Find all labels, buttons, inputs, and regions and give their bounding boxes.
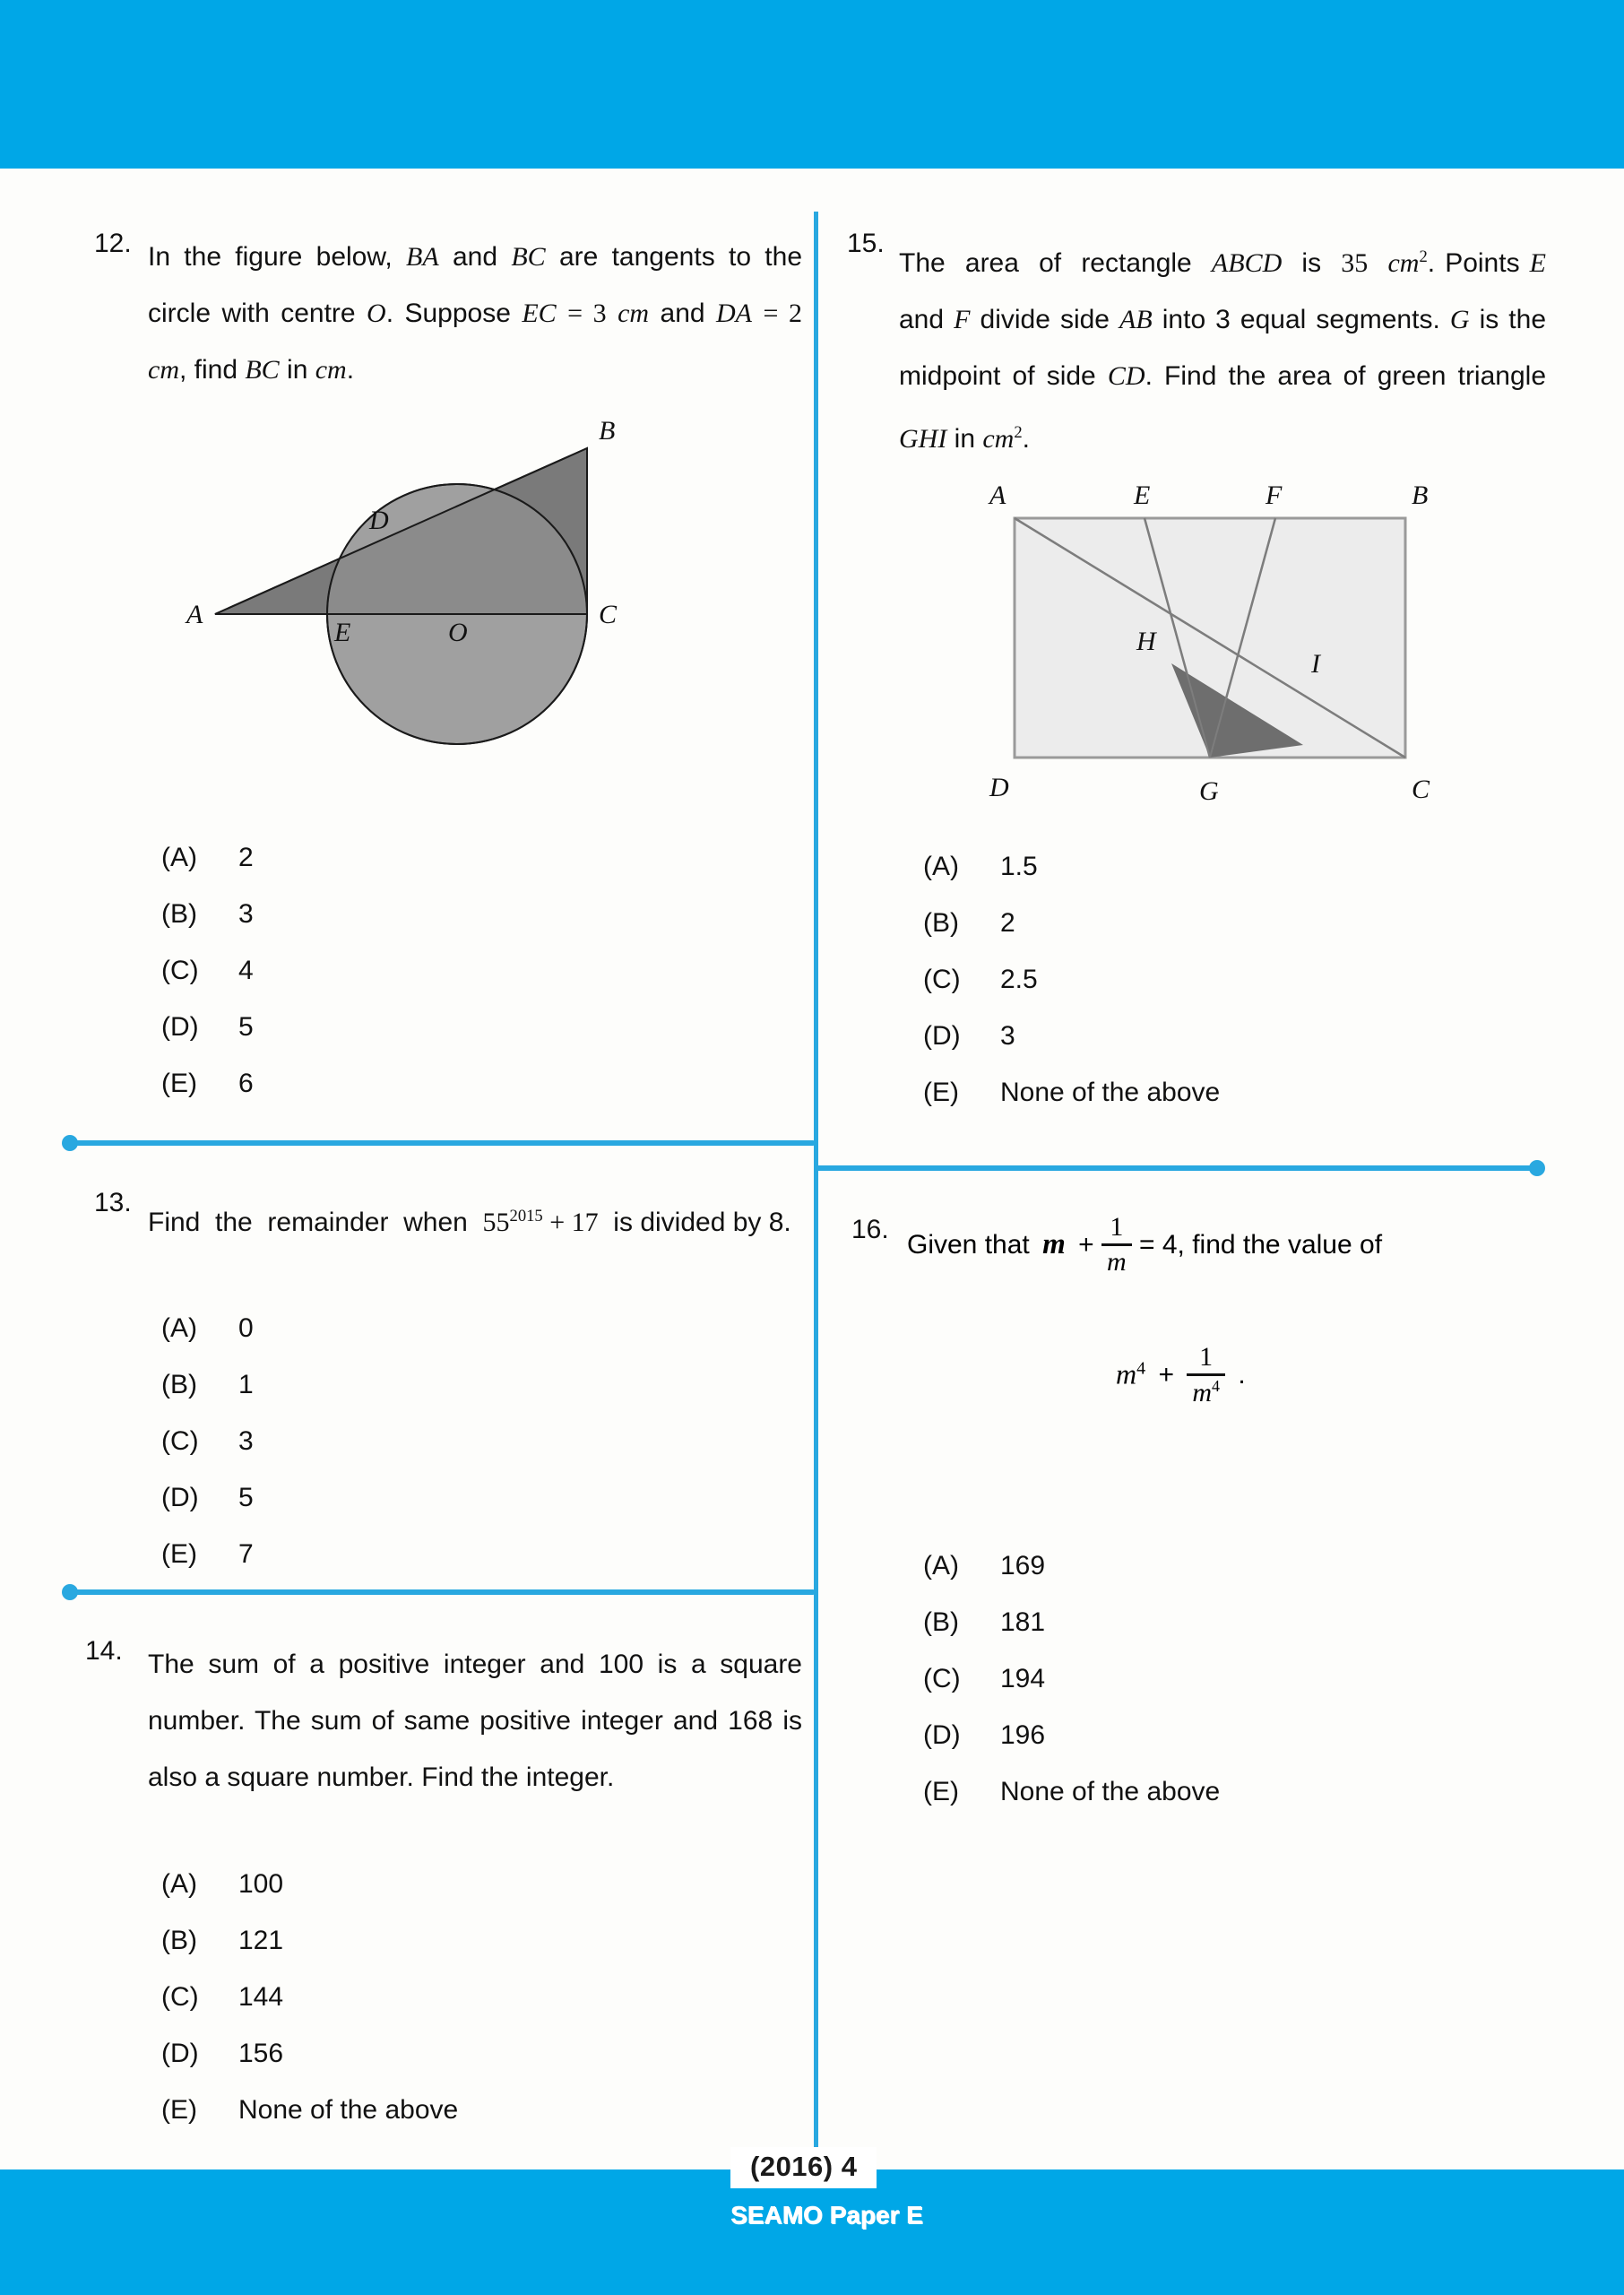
separator-dot: [1529, 1160, 1545, 1176]
option-label: (E): [923, 1777, 959, 1806]
option-value: 144: [238, 1982, 284, 2012]
option-label: (A): [161, 1869, 197, 1899]
option-value: 3: [238, 899, 254, 929]
option-label: (E): [161, 2095, 197, 2125]
option-label: (D): [923, 1021, 961, 1051]
option-label: (B): [161, 1926, 197, 1955]
option-label: (D): [161, 1483, 199, 1512]
option-value: 6: [238, 1069, 254, 1098]
fraction-denominator: $m^4$: [1192, 1376, 1220, 1407]
separator-dot: [62, 1584, 78, 1600]
option-row[interactable]: [923, 838, 1220, 895]
q12-line1: In the figure below, BA and BC are tangents to the circle with centre O. Suppose: [148, 242, 803, 328]
option-row[interactable]: [161, 1413, 254, 1469]
option-value: 100: [238, 1869, 284, 1899]
q16-prefix: Given that: [907, 1229, 1030, 1260]
option-label: (D): [161, 2039, 199, 2068]
q14-lines: The sum of a positive integer and 100 is a square number. The sum of same positive integer and 168 is also a square number.: [148, 1650, 802, 1792]
option-row[interactable]: [923, 1537, 1220, 1594]
option-value: 0: [238, 1313, 254, 1343]
option-row[interactable]: [161, 1055, 254, 1112]
option-row[interactable]: [923, 895, 1220, 951]
option-row[interactable]: [161, 1356, 254, 1413]
option-value: 2.5: [1000, 965, 1038, 994]
option-label: (E): [161, 1539, 197, 1569]
question-15-text: [899, 229, 1546, 467]
question-13-options: [161, 1300, 254, 1582]
option-label: (A): [161, 843, 197, 872]
column-divider: [814, 212, 818, 2159]
option-label: (B): [923, 908, 959, 938]
option-value: None of the above: [1000, 1777, 1221, 1806]
q13-line1: Find the remainder when $55^{2015} + 17$ is: [148, 1207, 633, 1237]
question-16-number: 16.: [851, 1215, 889, 1244]
footer-page-label: (2016) 4: [730, 2147, 877, 2188]
q14-lastline: Find the integer.: [421, 1762, 615, 1792]
option-row[interactable]: [161, 1912, 458, 1969]
question-15-figure: [950, 466, 1470, 807]
option-label: (E): [161, 1069, 197, 1098]
option-row[interactable]: [161, 1856, 458, 1912]
option-label: (B): [161, 1370, 197, 1399]
fraction-bar: [1101, 1243, 1132, 1246]
option-label: (C): [161, 1426, 199, 1456]
fraction-numerator: 1: [1199, 1342, 1214, 1372]
question-12-figure: [179, 394, 645, 816]
svg-text:A: A: [186, 600, 203, 629]
svg-text:E: E: [1134, 481, 1151, 510]
option-row[interactable]: [161, 886, 254, 942]
svg-text:B: B: [1412, 481, 1429, 510]
option-label: (D): [923, 1720, 961, 1750]
option-row[interactable]: [161, 1469, 254, 1526]
q13-addend: + 17: [549, 1208, 599, 1237]
option-value: None of the above: [1000, 1078, 1221, 1107]
q16-fraction-one-over-m: [1101, 1213, 1132, 1276]
svg-text:D: D: [369, 506, 389, 535]
option-row[interactable]: [923, 1064, 1220, 1121]
svg-text:E: E: [334, 618, 351, 647]
q13-line2: divided by 8.: [640, 1208, 791, 1237]
question-14-options: [161, 1856, 458, 2138]
separator-q15-q16: [814, 1165, 1540, 1171]
svg-text:G: G: [1199, 776, 1219, 806]
option-value: 5: [238, 1012, 254, 1042]
q16-plus: +: [1078, 1229, 1094, 1260]
question-16-expression: [1116, 1342, 1246, 1408]
svg-text:F: F: [1266, 481, 1283, 510]
svg-text:I: I: [1311, 649, 1320, 679]
option-label: (C): [923, 1664, 961, 1693]
svg-text:D: D: [989, 773, 1009, 802]
option-label: (A): [923, 1551, 959, 1581]
fraction-numerator: 1: [1110, 1212, 1124, 1242]
option-row[interactable]: [161, 1969, 458, 2025]
option-value: None of the above: [238, 2095, 459, 2125]
option-row[interactable]: [923, 1707, 1220, 1763]
option-row[interactable]: [161, 2082, 458, 2138]
q13-exponent: 2015: [509, 1207, 543, 1225]
q16-variable: m: [1042, 1227, 1066, 1260]
question-12-number: 12.: [94, 229, 132, 258]
option-value: 3: [238, 1426, 254, 1456]
svg-text:B: B: [599, 416, 616, 446]
fraction-bar: [1187, 1373, 1225, 1376]
expr-variable: m: [1116, 1357, 1137, 1390]
svg-text:C: C: [599, 600, 618, 629]
option-value: 7: [238, 1539, 254, 1569]
option-value: 156: [238, 2039, 284, 2068]
option-row[interactable]: [161, 829, 254, 886]
top-blue-band: [0, 0, 1624, 169]
option-row[interactable]: [161, 2025, 458, 2082]
option-row[interactable]: [161, 942, 254, 999]
option-value: 169: [1000, 1551, 1046, 1581]
question-12-text: [148, 229, 802, 398]
q13-base: 55: [482, 1208, 510, 1237]
option-label: (C): [161, 1982, 199, 2012]
option-value: 194: [1000, 1664, 1046, 1693]
q15-lines: The area of rectangle ABCD is 35 $cm^2$. Points E and F divide side AB into 3 equal segments. G is the midpoint of side CD. Find: [899, 247, 1546, 391]
q12-line3: EC = 3 cm and DA = 2 cm, find BC in cm.: [148, 299, 802, 385]
question-13-text: [148, 1188, 802, 1251]
q16-equals-clause: = 4, find the value of: [1139, 1229, 1383, 1260]
question-14-text: [148, 1636, 802, 1806]
question-15-number: 15.: [847, 229, 885, 258]
option-value: 2: [1000, 908, 1015, 938]
q15-lastline: the area of green triangle GHI in $cm^2$.: [899, 361, 1546, 454]
option-row[interactable]: [923, 1763, 1220, 1820]
question-16-options: [923, 1537, 1220, 1820]
option-label: (C): [161, 956, 199, 985]
option-value: 2: [238, 843, 254, 872]
separator-q13-q14: [67, 1589, 816, 1595]
option-label: (A): [923, 852, 959, 881]
separator-dot: [62, 1135, 78, 1151]
option-label: (C): [923, 965, 961, 994]
svg-text:H: H: [1136, 627, 1156, 656]
option-label: (B): [923, 1607, 959, 1637]
question-12-options: [161, 829, 254, 1112]
expr-period: .: [1238, 1360, 1246, 1390]
option-label: (B): [161, 899, 197, 929]
question-14-number: 14.: [85, 1636, 123, 1666]
option-label: (E): [923, 1078, 959, 1107]
svg-text:A: A: [989, 481, 1006, 510]
option-value: 181: [1000, 1607, 1046, 1637]
option-label: (D): [161, 1012, 199, 1042]
option-value: 1.5: [1000, 852, 1038, 881]
expr-exponent: 4: [1136, 1358, 1146, 1379]
option-value: 1: [238, 1370, 254, 1399]
option-row[interactable]: [923, 1650, 1220, 1707]
option-row[interactable]: [923, 1594, 1220, 1650]
option-row[interactable]: [161, 999, 254, 1055]
option-value: 3: [1000, 1021, 1015, 1051]
option-label: (A): [161, 1313, 197, 1343]
question-16-given: [907, 1212, 1561, 1277]
bottom-blue-band: [0, 2169, 1624, 2295]
expr-plus: +: [1158, 1360, 1174, 1390]
question-15-options: [923, 838, 1220, 1121]
question-13-number: 13.: [94, 1188, 132, 1217]
svg-text:O: O: [448, 618, 468, 647]
fraction-denominator: m: [1106, 1246, 1127, 1277]
option-row[interactable]: [923, 1008, 1220, 1064]
option-row[interactable]: [923, 951, 1220, 1008]
option-value: 5: [238, 1483, 254, 1512]
separator-q12-q13: [67, 1140, 816, 1146]
expr-fraction-one-over-m4: [1187, 1343, 1225, 1407]
svg-text:C: C: [1412, 775, 1430, 804]
footer-paper-label: SEAMO Paper E: [730, 2201, 923, 2229]
option-value: 121: [238, 1926, 284, 1955]
option-row[interactable]: [161, 1300, 254, 1356]
option-value: 196: [1000, 1720, 1046, 1750]
option-value: 4: [238, 956, 254, 985]
option-row[interactable]: [161, 1526, 254, 1582]
